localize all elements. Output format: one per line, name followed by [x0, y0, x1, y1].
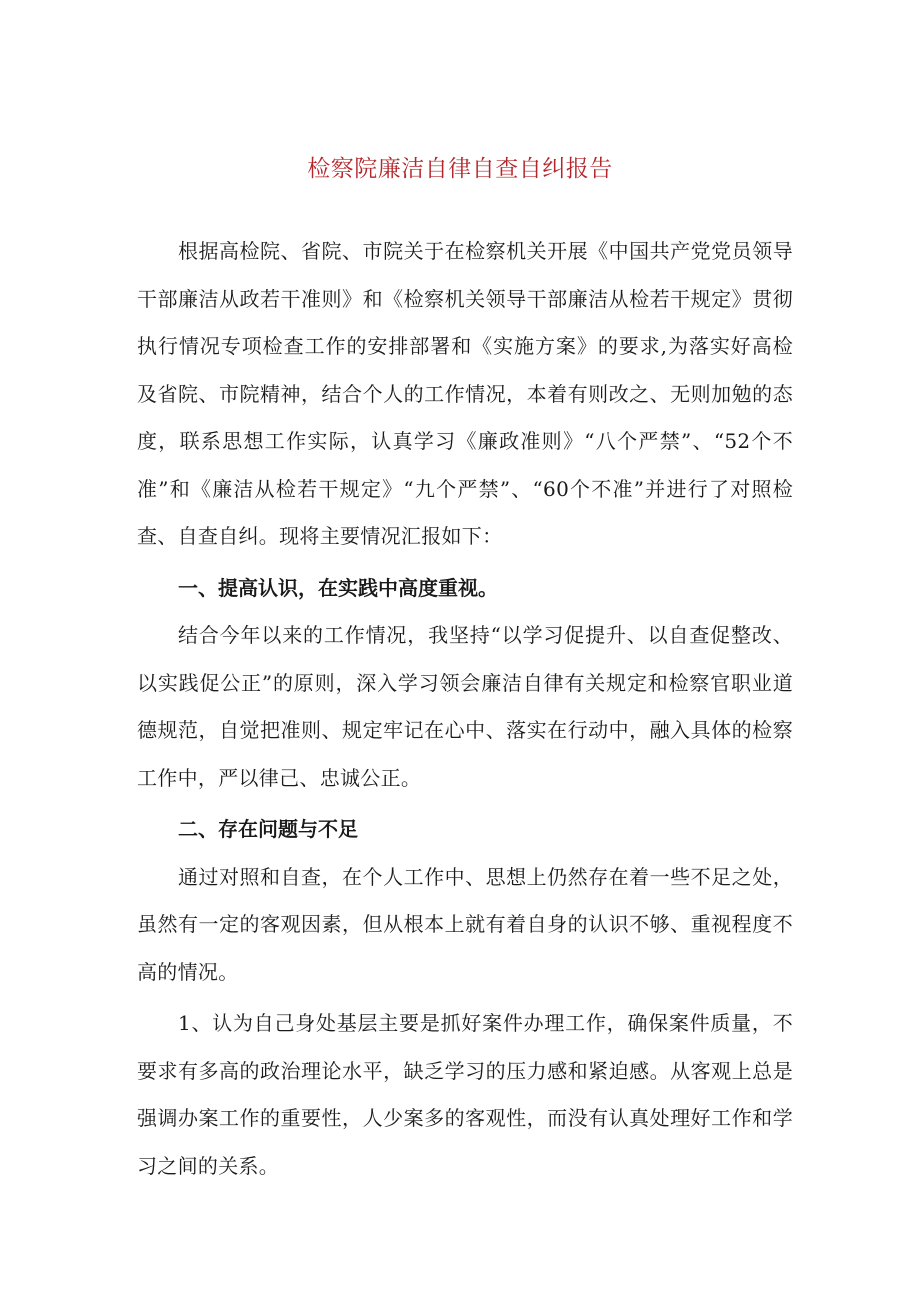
document-body [137, 228, 793, 1190]
intro-paragraph: 根据高检院、省院、市院关于在检察机关开展《中国共产党党员领导干部廉洁从政若干准则》和《检察机关领导干部廉洁从检若干规定》贯彻执行情况专项检查工作的安排部署和《实施方案》的要求,为落实好高检及省院、市院精神，结合个人的工作情况，本着有则改之、无则加勉的态度，联系思想工作实际，认真学习《廉政准则》“八个严禁”、“52个不准”和《廉洁从检若干规定》“九个严禁”、“60个不准”并进行了对照检查、自查自纠。现将主要情况汇报如下： [137, 239, 793, 548]
section-1-paragraph: 结合今年以来的工作情况，我坚持“以学习促提升、以自查促整改、以实践促公正”的原则，深入学习领会廉洁自律有关规定和检察官职业道德规范，自觉把准则、规定牢记在心中、落实在行动中，融入具体的检察工作中，严以律己、忠诚公正。 [137, 623, 793, 790]
document-title: 检察院廉洁自律自查自纠报告 [307, 156, 613, 182]
section-2-item-1: 1、认为自己身处基层主要是抓好案件办理工作，确保案件质量，不要求有多高的政治理论水平，缺乏学习的压力感和紧迫感。从客观上总是强调办案工作的重要性，人少案多的客观性，而没有认真处理好工作和学习之间的关系。 [137, 1011, 793, 1178]
section-1-heading: 一、提高认识，在实践中高度重视。 [178, 575, 498, 600]
section-2-heading: 二、存在问题与不足 [178, 817, 358, 841]
section-2-paragraph: 通过对照和自查，在个人工作中、思想上仍然存在着一些不足之处，虽然有一定的客观因素，但从根本上就有着自身的认识不够、重视程度不高的情况。 [137, 864, 793, 984]
